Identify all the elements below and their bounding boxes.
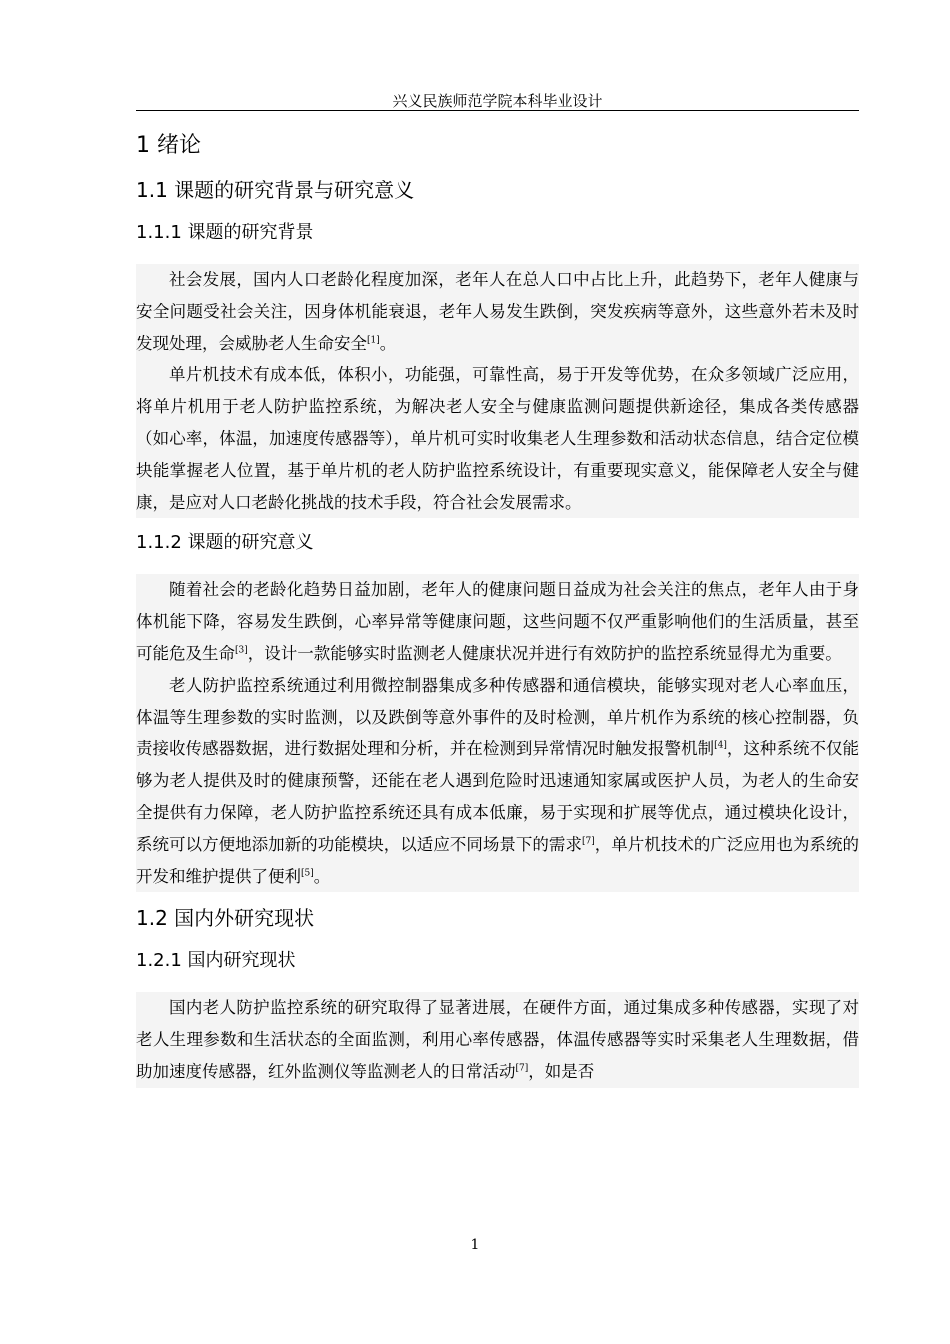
paragraph-significance-1: 随着社会的老龄化趋势日益加剧，老年人的健康问题日益成为社会关注的焦点，老年人由于身体机能下降，容易发生跌倒，心率异常等健康问题，这些问题不仅严重影响他们的生活质量，甚至可能危及生命[3]，设计一款能够实时监测老人健康状况并进行有效防护的监控系统显得尤为重要。 (136, 574, 859, 669)
paragraph-background-1: 社会发展，国内人口老龄化程度加深，老年人在总人口中占比上升，此趋势下，老年人健康与安全问题受社会关注，因身体机能衰退，老年人易发生跌倒，突发疾病等意外，这些意外若未及时发现处理，会威胁老人生命安全[1]。 (136, 264, 859, 359)
section-heading-1-1: 1.1 课题的研究背景与研究意义 (136, 178, 415, 202)
citation-ref[interactable]: [1] (367, 335, 380, 346)
subsection-heading-1-2-1: 1.2.1 国内研究现状 (136, 950, 296, 972)
subsection-heading-1-1-1: 1.1.1 课题的研究背景 (136, 222, 314, 243)
page-number: 1 (470, 1237, 480, 1253)
paragraph-background-2: 单片机技术有成本低，体积小，功能强，可靠性高，易于开发等优势，在众多领域广泛应用，将单片机用于老人防护监控系统，为解决老人安全与健康监测问题提供新途径，集成各类传感器（如心率，体温，加速度传感器等），单片机可实时收集老人生理参数和活动状态信息，结合定位模块能掌握老人位置，基于单片机的老人防护监控系统设计，有重要现实意义，能保障老人安全与健康，是应对人口老龄化挑战的技术手段，符合社会发展需求。 (136, 359, 859, 518)
citation-ref[interactable]: [7] (515, 1063, 529, 1074)
chapter-heading: 1 绪论 (136, 133, 201, 158)
section-heading-1-2: 1.2 国内外研究现状 (136, 906, 315, 931)
page-header: 兴义民族师范学院本科毕业设计 (136, 90, 859, 111)
citation-ref[interactable]: [4] (714, 740, 727, 751)
paragraph-significance-2: 老人防护监控系统通过利用微控制器集成多种传感器和通信模块，能够实现对老人心率血压，体温等生理参数的实时监测，以及跌倒等意外事件的及时检测，单片机作为系统的核心控制器，负责接收传感器数据，进行数据处理和分析，并在检测到异常情况时触发报警机制[4]，这种系统不仅能够为老人提供及时的健康预警，还能在老人遇到危险时迅速通知家属或医护人员，为老人的生命安全提供有力保障，老人防护监控系统还具有成本低廉，易于实现和扩展等优点，通过模块化设计，系统可以方便地添加新的功能模块，以适应不同场景下的需求[7]，单片机技术的广泛应用也为系统的开发和维护提供了便利[5]。 (136, 670, 859, 893)
citation-ref[interactable]: [5] (301, 868, 314, 879)
citation-ref[interactable]: [7] (581, 836, 595, 847)
subsection-heading-1-1-2: 1.1.2 课题的研究意义 (136, 532, 314, 554)
citation-ref[interactable]: [3] (235, 645, 248, 656)
paragraph-domestic-research: 国内老人防护监控系统的研究取得了显著进展，在硬件方面，通过集成多种传感器，实现了对老人生理参数和生活状态的全面监测，利用心率传感器，体温传感器等实时采集老人生理数据，借助加速度传感器，红外监测仪等监测老人的日常活动[7]，如是否 (136, 992, 859, 1087)
document-body (136, 110, 859, 1088)
